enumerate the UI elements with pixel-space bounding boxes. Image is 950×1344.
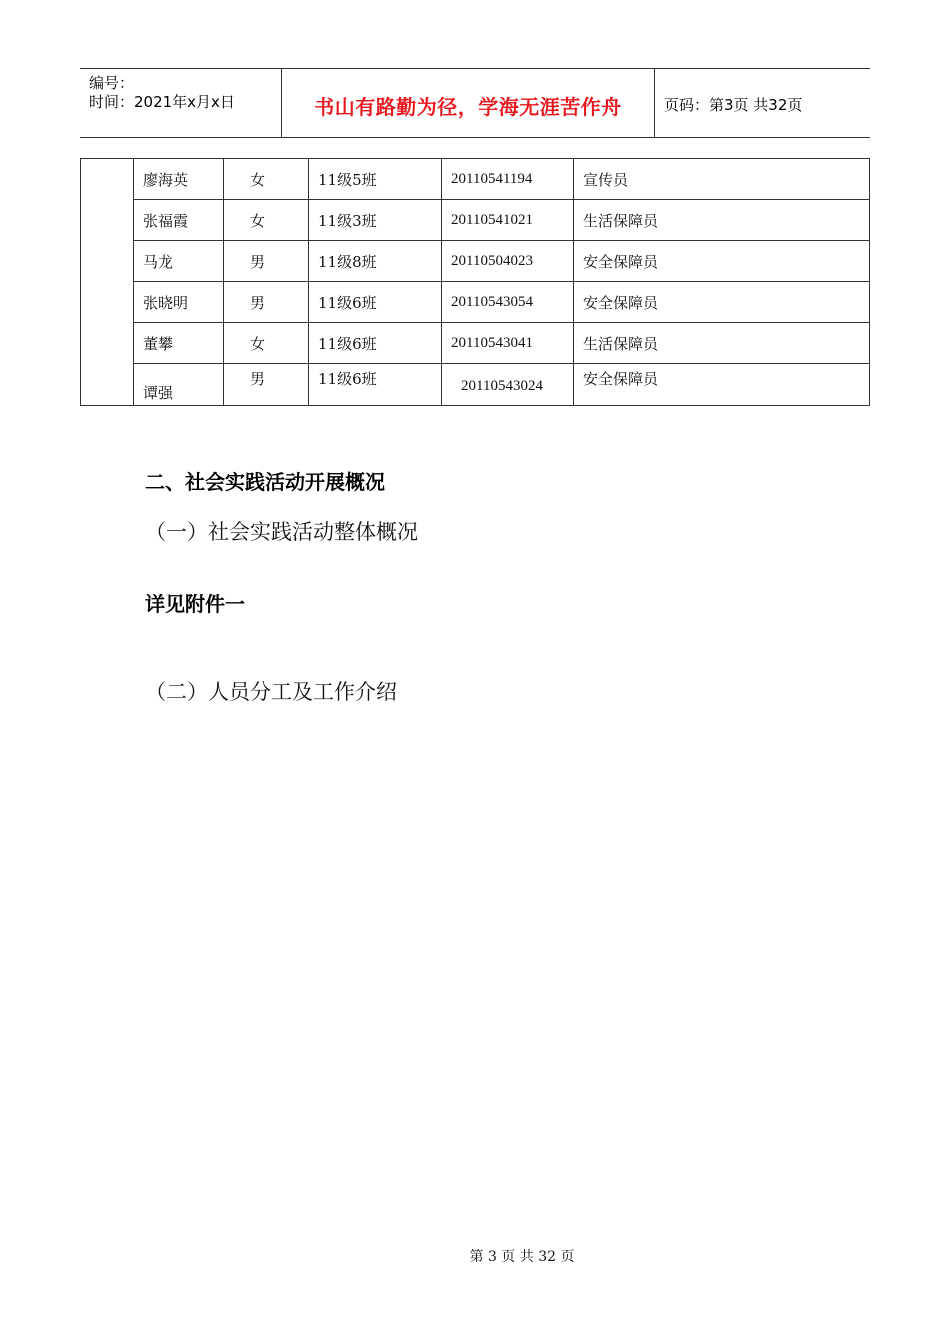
member-name: 张晓明: [134, 282, 224, 323]
member-gender: 男: [250, 370, 266, 388]
page-header: [80, 68, 870, 138]
member-student-id: 20110543024: [461, 378, 543, 394]
member-role: 生活保障员: [574, 200, 870, 241]
header-page-cell: [655, 69, 870, 137]
member-name: 董攀: [134, 323, 224, 364]
document-number-label: 编号：: [89, 74, 135, 92]
member-role: 宣传员: [574, 159, 870, 200]
member-gender: 男: [224, 282, 309, 323]
member-class-cell: [309, 364, 442, 406]
member-student-id: 20110543041: [442, 323, 574, 364]
page-footer: [0, 1246, 950, 1266]
member-name-cell: [134, 364, 224, 406]
members-table: [80, 158, 870, 406]
merged-category-cell: [81, 159, 134, 406]
member-class: 11级6班: [309, 323, 442, 364]
member-gender: 女: [224, 200, 309, 241]
table-row: [81, 323, 870, 364]
member-student-id: 20110504023: [442, 241, 574, 282]
member-gender-cell: [224, 364, 309, 406]
member-gender: 女: [224, 323, 309, 364]
table-row: [81, 200, 870, 241]
member-gender: 女: [224, 159, 309, 200]
section-heading: 二、社会实践活动开展概况: [145, 470, 385, 494]
member-name: 张福霞: [134, 200, 224, 241]
subsection-heading-1: （一）社会实践活动整体概况: [145, 520, 418, 544]
member-role: 安全保障员: [583, 370, 659, 388]
member-student-id-cell: [442, 364, 574, 406]
header-page-number: 页码：第3页 共32页: [664, 96, 803, 114]
footer-page-number: 第 3 页 共 32 页: [469, 1249, 575, 1265]
member-name: 马龙: [134, 241, 224, 282]
member-student-id: 20110541021: [442, 200, 574, 241]
header-motto: 书山有路勤为径，学海无涯苦作舟: [314, 95, 622, 119]
member-student-id: 20110543054: [442, 282, 574, 323]
member-gender: 男: [224, 241, 309, 282]
document-date-label: 时间：2021年x月x日: [89, 93, 235, 111]
header-meta: [80, 69, 280, 137]
member-name: 谭强: [143, 384, 174, 402]
table-row: [81, 282, 870, 323]
member-student-id: 20110541194: [442, 159, 574, 200]
member-class: 11级6班: [309, 282, 442, 323]
member-class: 11级6班: [318, 370, 377, 388]
member-class: 11级5班: [309, 159, 442, 200]
subsection-heading-2: （二）人员分工及工作介绍: [145, 680, 397, 704]
member-class: 11级3班: [309, 200, 442, 241]
member-role: 安全保障员: [574, 282, 870, 323]
table-row: [81, 159, 870, 200]
member-role: 安全保障员: [574, 241, 870, 282]
table-row: [81, 241, 870, 282]
member-class: 11级8班: [309, 241, 442, 282]
member-name: 廖海英: [134, 159, 224, 200]
member-role-cell: [574, 364, 870, 406]
table-row: [81, 364, 870, 406]
member-role: 生活保障员: [574, 323, 870, 364]
header-motto-cell: [281, 69, 655, 137]
attachment-reference: 详见附件一: [145, 592, 245, 616]
